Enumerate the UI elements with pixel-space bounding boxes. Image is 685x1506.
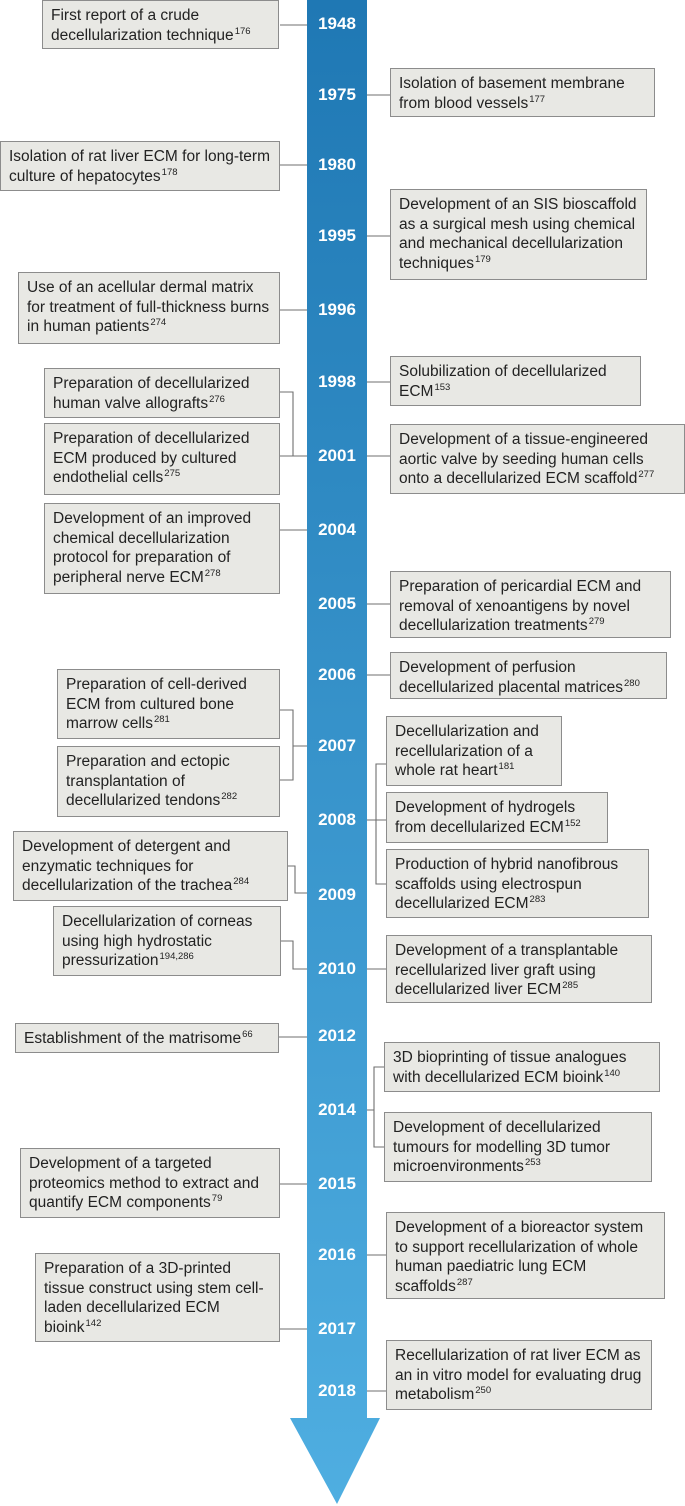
event-ref: 284 (233, 876, 250, 887)
event-text: Preparation and ectopic transplantation of decellularized tendons (66, 753, 230, 809)
event-text: 3D bioprinting of tissue analogues with decellularized ECM bioink (393, 1049, 627, 1086)
year-label-2001: 2001 (318, 446, 356, 465)
event-ref: 181 (498, 761, 515, 772)
event-box-2017 (35, 1253, 280, 1342)
event-ref: 280 (624, 677, 640, 689)
year-label-2018: 2018 (318, 1381, 356, 1400)
event-box-2016 (386, 1212, 665, 1299)
event-text: Development of a targeted proteomics method to extract and quantify ECM components (29, 1155, 260, 1211)
event-ref: 253 (524, 1157, 541, 1168)
event-ref: 279 (588, 616, 605, 627)
event-box-2010 (386, 935, 652, 1003)
event-text: Decellularization of corneas using high hydrostatic pressurization (62, 913, 253, 969)
event-ref: 176 (234, 25, 251, 37)
event-ref: 277 (638, 469, 655, 480)
event-box-1975 (390, 68, 655, 117)
event-ref: 178 (161, 166, 178, 178)
event-box-1995 (390, 189, 647, 280)
event-ref: 250 (475, 1385, 492, 1396)
year-label-2007: 2007 (318, 736, 356, 755)
event-ref: 283 (529, 894, 546, 905)
event-ref: 177 (529, 93, 546, 105)
year-label-2012: 2012 (318, 1026, 356, 1045)
event-box-2001-valve-allografts (44, 368, 280, 418)
year-label-1998: 1998 (318, 372, 356, 391)
event-text: Decellularization and recellularization of a whole rat heart (395, 723, 539, 779)
event-text: Preparation of cell-derived ECM from cultured bone marrow cells (66, 676, 247, 732)
year-label-2006: 2006 (318, 665, 356, 684)
year-label-2004: 2004 (318, 520, 356, 539)
event-text: Production of hybrid nanofibrous scaffolds using electrospun decellularized ECM (395, 856, 619, 912)
event-ref: 142 (85, 1317, 102, 1329)
event-box-1948 (42, 0, 279, 49)
event-text: Preparation of a 3D-printed tissue construct using stem cell-laden decellularized ECM bioink (44, 1260, 264, 1336)
event-text: Recellularization of rat liver ECM as an in vitro model for evaluating drug metabolism (395, 1347, 642, 1403)
event-text: Development of an improved chemical decellularization protocol for preparation of peripheral nerve ECM (53, 510, 252, 586)
event-box-1980 (0, 141, 280, 191)
year-label-2015: 2015 (318, 1174, 356, 1193)
year-label-1980: 1980 (318, 155, 356, 174)
event-ref: 179 (474, 253, 491, 265)
event-box-2007-bone-marrow-ecm (57, 669, 280, 739)
event-text: Solubilization of decellularized ECM (399, 363, 607, 400)
event-text: Preparation of pericardial ECM and removal of xenoantigens by novel decellularization treatments (399, 578, 642, 634)
event-box-2014-tumours (384, 1112, 652, 1182)
event-box-2001-endothelial-ecm (44, 423, 280, 495)
event-box-2015 (20, 1148, 280, 1218)
event-ref: 140 (604, 1067, 621, 1079)
event-box-2008-hydrogels (386, 792, 608, 843)
year-label-2009: 2009 (318, 885, 356, 904)
event-text: Development of a bioreactor system to support recellularization of whole human paediatric lung ECM scaffolds (395, 1219, 644, 1295)
event-ref: 282 (221, 791, 238, 802)
event-box-2005 (390, 571, 671, 638)
year-label-2014: 2014 (318, 1100, 356, 1119)
event-text: Development of a tissue-engineered aortic valve by seeding human cells onto a decellularized ECM scaffold (399, 431, 649, 487)
event-text: Development of perfusion decellularized placental matrices (399, 659, 624, 696)
event-box-2008-nanofibrous-scaffolds (386, 849, 649, 918)
event-ref: 278 (204, 567, 221, 579)
event-text: Preparation of decellularized ECM produced by cultured endothelial cells (53, 430, 250, 486)
event-text: Development of an SIS bioscaffold as a surgical mesh using chemical and mechanical decellularization techniques (399, 196, 637, 272)
event-box-2008-rat-heart (386, 716, 562, 786)
event-text: Use of an acellular dermal matrix for treatment of full-thickness burns in human patients (27, 279, 270, 335)
event-ref: 66 (242, 1029, 253, 1040)
event-ref: 275 (164, 468, 181, 479)
event-ref: 281 (153, 714, 170, 725)
year-label-2016: 2016 (318, 1245, 356, 1264)
year-label-2005: 2005 (318, 594, 356, 613)
year-label-2017: 2017 (318, 1319, 356, 1338)
event-box-2018 (386, 1340, 652, 1410)
event-box-2007-tendons (57, 746, 280, 817)
event-ref: 276 (209, 393, 225, 405)
event-ref: 194,286 (159, 951, 194, 962)
event-text: Development of detergent and enzymatic techniques for decellularization of the trachea (22, 838, 233, 894)
event-box-2004 (44, 503, 280, 594)
event-box-2009-trachea (13, 831, 288, 901)
event-box-2001-aortic-valve (390, 424, 685, 494)
event-text: Isolation of basement membrane from blood vessels (399, 75, 625, 112)
event-box-1998 (390, 356, 641, 406)
event-text: Establishment of the matrisome (24, 1030, 242, 1047)
event-text: First report of a crude decellularization technique (51, 7, 234, 44)
event-text: Development of hydrogels from decellularized ECM (395, 799, 576, 836)
year-label-1995: 1995 (318, 226, 356, 245)
event-ref: 152 (564, 817, 581, 829)
event-ref: 153 (434, 381, 451, 393)
event-ref: 274 (150, 317, 167, 328)
event-box-1996 (18, 272, 280, 344)
year-label-1975: 1975 (318, 85, 356, 104)
event-ref: 287 (456, 1276, 473, 1288)
year-label-1948: 1948 (318, 14, 356, 33)
event-text: Isolation of rat liver ECM for long-term culture of hepatocytes (9, 148, 271, 185)
event-ref: 285 (562, 980, 579, 991)
event-text: Development of a transplantable recellularized liver graft using decellularized liver ECM (395, 942, 619, 998)
event-box-2006 (390, 652, 667, 699)
event-box-2014-bioprinting (384, 1042, 660, 1092)
event-text: Development of decellularized tumours for modelling 3D tumor microenvironments (393, 1119, 611, 1175)
year-label-2008: 2008 (318, 810, 356, 829)
year-label-1996: 1996 (318, 300, 356, 319)
event-box-2012 (15, 1023, 279, 1053)
event-ref: 79 (211, 1193, 223, 1204)
event-text: Preparation of decellularized human valve allografts (53, 375, 250, 412)
year-label-2010: 2010 (318, 959, 356, 978)
event-box-2009-corneas (53, 906, 281, 976)
